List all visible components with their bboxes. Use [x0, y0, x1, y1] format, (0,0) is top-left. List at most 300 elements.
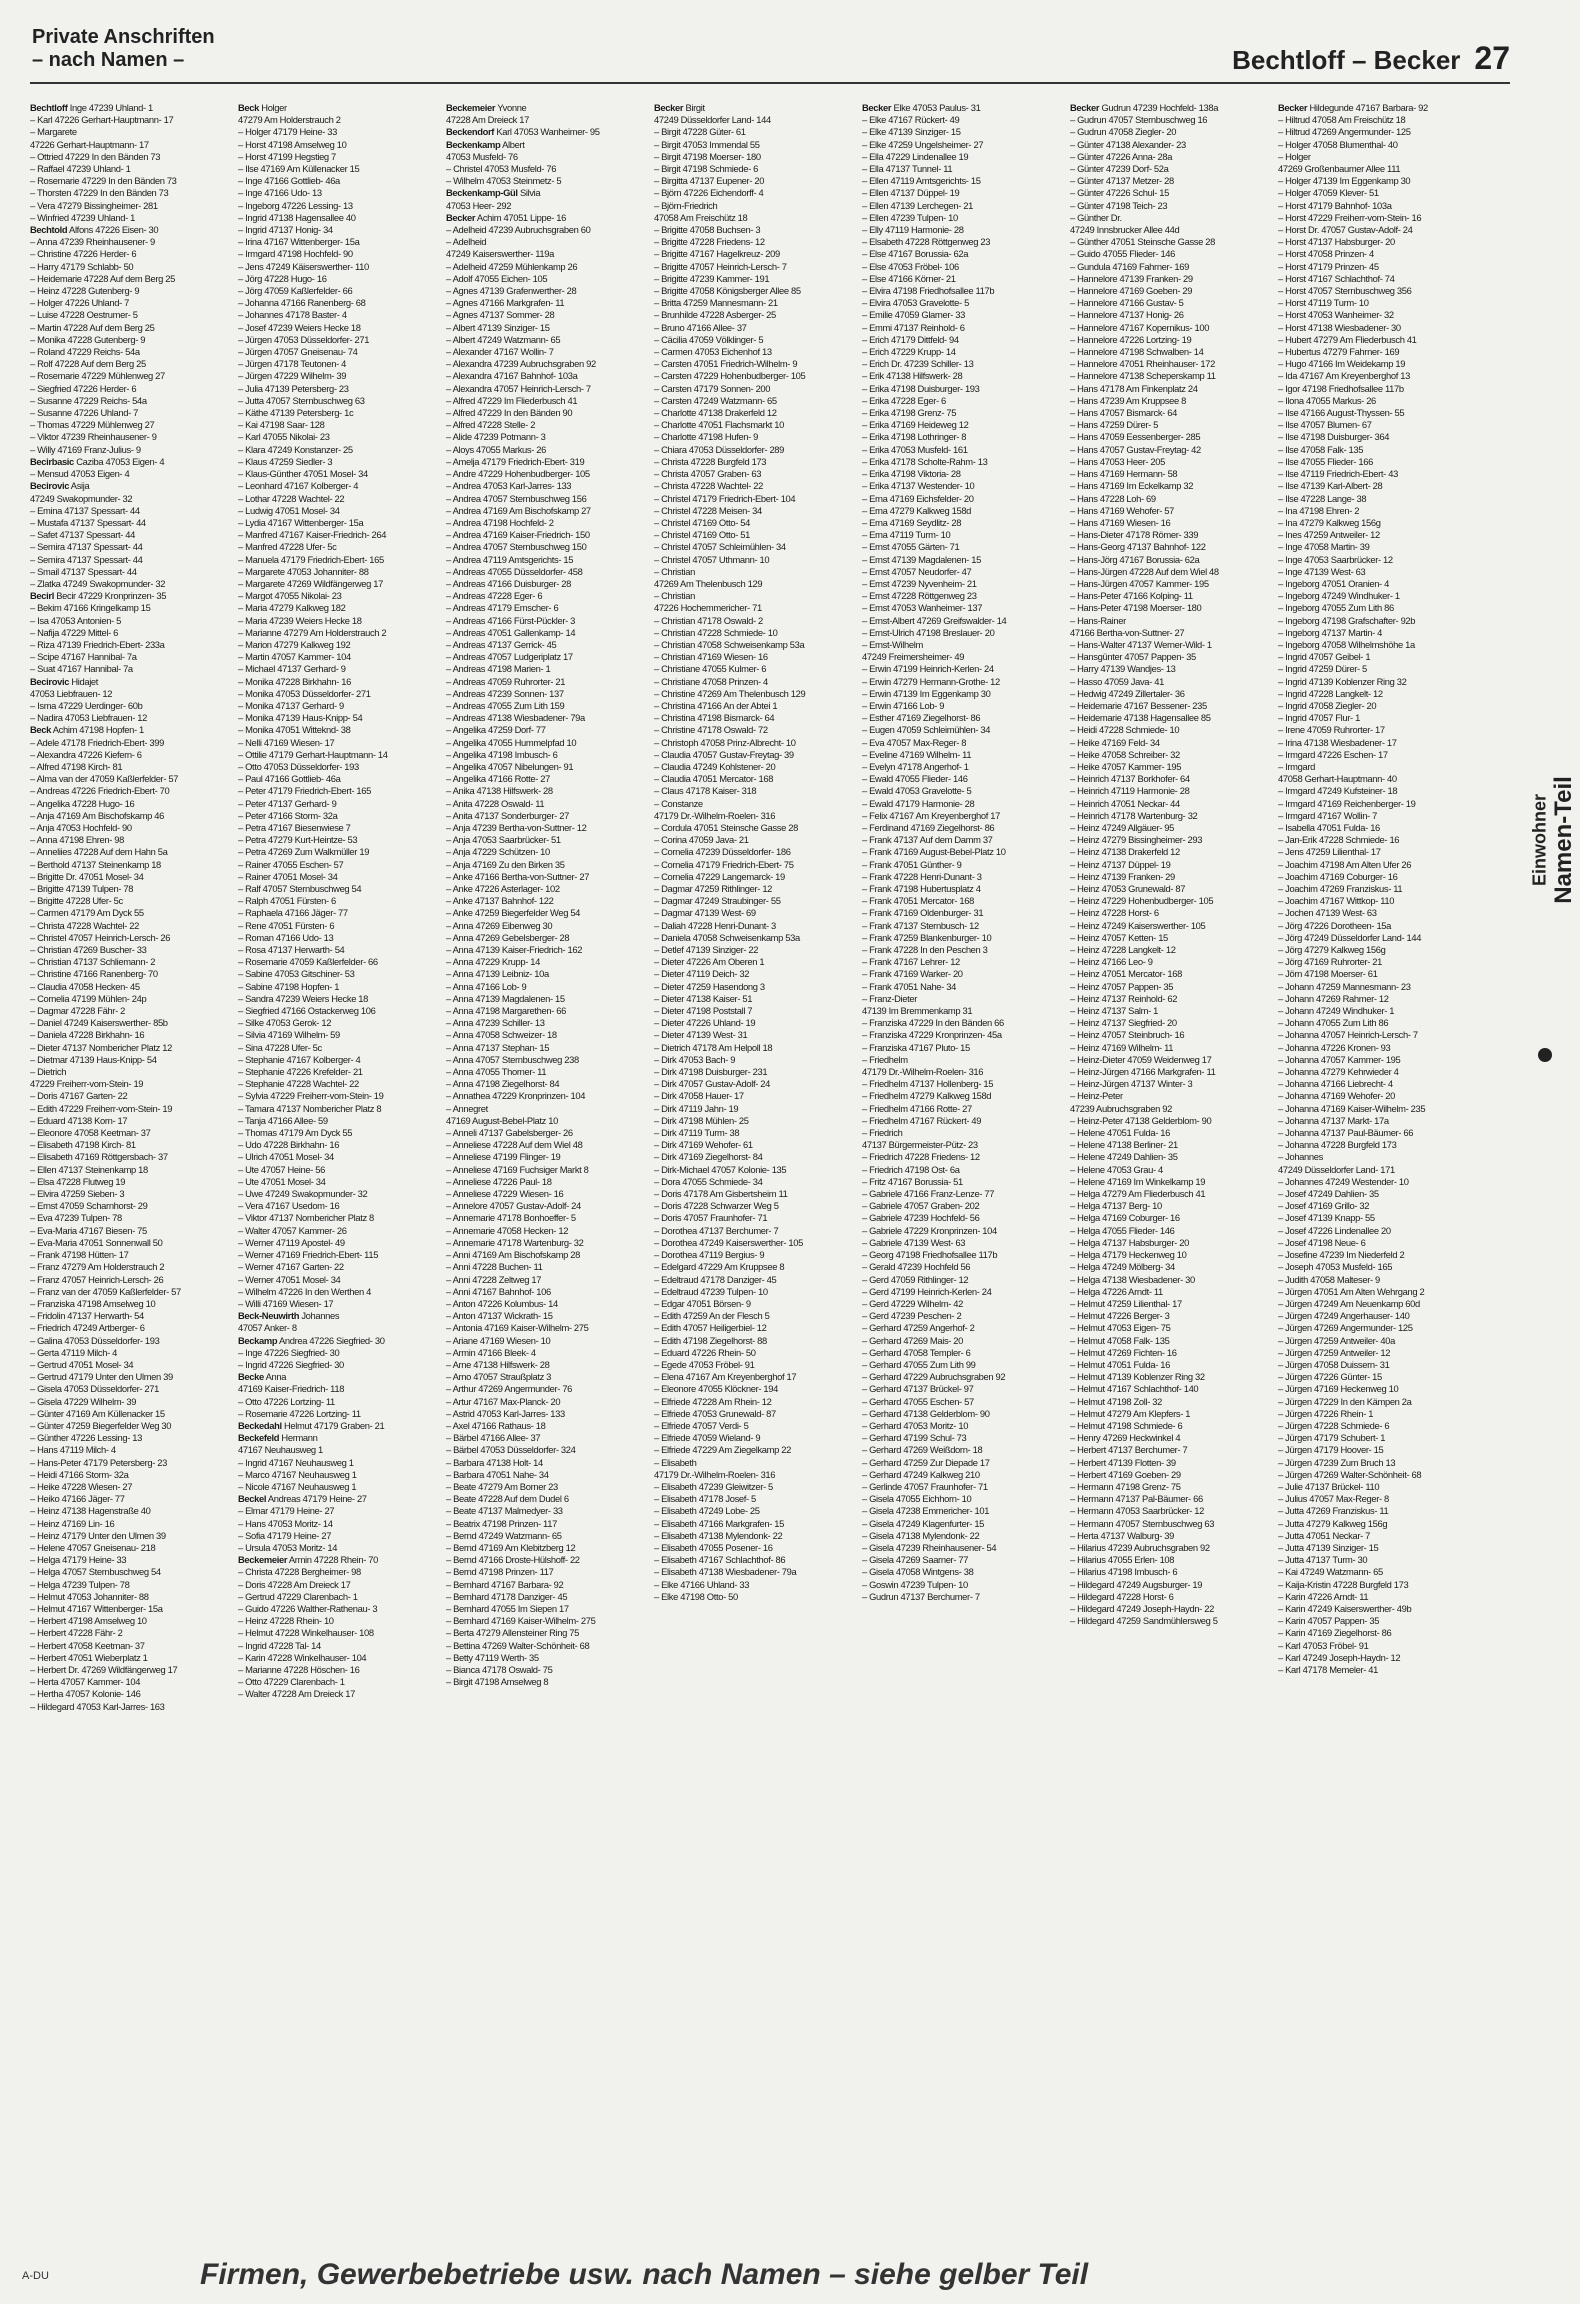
entry-details: – Alexandra 47226 Kiefern- 6	[30, 748, 142, 760]
entry-details: – Ingeborg 47058 Wilhelmshöhe 1a	[1278, 638, 1415, 650]
entry-details: – Anton 47137 Wickrath- 15	[446, 1310, 553, 1322]
directory-entry	[446, 1579, 644, 1591]
directory-entry	[446, 1408, 644, 1420]
directory-entry	[446, 968, 644, 980]
directory-column	[30, 102, 228, 2278]
entry-details: – Charlotte 47138 Drakerfeld 12	[654, 407, 777, 419]
directory-entry	[862, 1115, 1060, 1127]
entry-details: – Jutta 47057 Sternbuschweg 63	[238, 394, 365, 406]
directory-entry	[654, 822, 852, 834]
entry-details: – Jürgen 47058 Duissern- 31	[1278, 1358, 1390, 1370]
directory-entry	[30, 1310, 228, 1322]
entry-details: – Heinz 47138 Hagenstraße 40	[30, 1505, 151, 1517]
directory-entry	[1278, 1481, 1475, 1493]
directory-entry	[862, 834, 1060, 846]
directory-entry	[446, 700, 644, 712]
directory-entry	[862, 151, 1060, 163]
directory-entry	[862, 1066, 1060, 1078]
entry-details: – Friedrich 47228 Friedens- 12	[862, 1151, 980, 1163]
entry-details: – Horst 47199 Hegstieg 7	[238, 150, 336, 162]
entry-details: – Andrea 47198 Hochfeld- 2	[446, 516, 554, 528]
directory-entry	[862, 1249, 1060, 1261]
directory-entry	[238, 566, 436, 578]
entry-details: – Friedhelm 47137 Hollenberg- 15	[862, 1078, 994, 1090]
entry-details: – Nadira 47053 Liebfrauen- 12	[30, 712, 148, 724]
entry-details: – Gabriele 47057 Graben- 202	[862, 1200, 980, 1212]
entry-details: – Egede 47053 Fröbel- 91	[654, 1358, 755, 1370]
entry-details: – Horst 47058 Prinzen- 4	[1278, 248, 1374, 260]
entry-details: – Bernhard 47178 Danziger- 45	[446, 1590, 568, 1602]
directory-entry	[1070, 493, 1268, 505]
directory-entry	[654, 1090, 852, 1102]
entry-details: – Irmgard 47198 Hochfeld- 90	[238, 248, 353, 260]
entry-details: – Nafija 47229 Mittel- 6	[30, 626, 119, 638]
entry-details: – Johann 47269 Rahmer- 12	[1278, 992, 1389, 1004]
entry-details: – Berta 47279 Allensteiner Ring 75	[446, 1627, 579, 1639]
entry-details: – Josef 47239 Weiers Hecke 18	[238, 321, 361, 333]
entry-details: – Cäcilia 47059 Völklinger- 5	[654, 333, 764, 345]
entry-details: – Gerhard 47229 Aubruchsgraben 92	[862, 1371, 1006, 1383]
entry-details: – Hildegard 47053 Karl-Jarres- 163	[30, 1700, 165, 1712]
entry-details: – Gisela 47239 Rheinhausener- 54	[862, 1541, 997, 1553]
directory-entry	[1070, 1432, 1268, 1444]
directory-entry	[1070, 285, 1268, 297]
entry-details: – Heinz 47229 Hohenbudberger- 105	[1070, 895, 1214, 907]
directory-entry	[1278, 163, 1475, 175]
entry-details: – Anita 47137 Sonderburger- 27	[446, 809, 569, 821]
entry-details: – Vera 47167 Usedom- 16	[238, 1200, 340, 1212]
directory-entry	[1070, 1359, 1268, 1371]
entry-details: – Elfriede 47059 Wieland- 9	[654, 1432, 761, 1444]
directory-entry	[238, 1688, 436, 1700]
directory-entry	[30, 602, 228, 614]
directory-entry	[30, 1444, 228, 1456]
directory-entry	[238, 749, 436, 761]
entry-details: – Gudrun 47057 Sternbuschweg 16	[1070, 114, 1208, 126]
directory-entry	[1278, 1371, 1475, 1383]
directory-entry	[862, 175, 1060, 187]
directory-entry	[1278, 1164, 1475, 1176]
entry-details: – Ernst-Albert 47269 Greifswalder- 14	[862, 614, 1007, 626]
entry-details: – Elsa 47228 Flutweg 19	[30, 1175, 126, 1187]
directory-entry	[238, 968, 436, 980]
entry-details: – Helga 47138 Wiesbadener- 30	[1070, 1273, 1195, 1285]
directory-entry	[238, 493, 436, 505]
entry-details: – Dorothea 47137 Berchumer- 7	[654, 1224, 779, 1236]
directory-entry	[30, 1676, 228, 1688]
directory-entry	[238, 480, 436, 492]
entry-details: – Heidi 47228 Schmiede- 10	[1070, 724, 1180, 736]
entry-details: – Jürgen 47226 Günter- 15	[1278, 1371, 1382, 1383]
entry-details: – Ernst-Wilhelm	[862, 638, 923, 650]
entry-details: – Günter 47239 Dorf- 52a	[1070, 163, 1169, 175]
directory-entry	[1070, 468, 1268, 480]
entry-details: – Elisabeth 47055 Posener- 16	[654, 1541, 773, 1553]
directory-entry	[862, 163, 1060, 175]
entry-details: – Joseph 47053 Musfeld- 165	[1278, 1261, 1393, 1273]
directory-entry	[446, 1310, 644, 1322]
entry-details: – Johanna 47279 Kehrwieder 4	[1278, 1066, 1399, 1078]
directory-column	[1278, 102, 1475, 2278]
entry-details: – Jürgen 47259 Antweiler- 12	[1278, 1346, 1391, 1358]
entry-details: – Andreas 47055 Zum Lith 159	[446, 699, 565, 711]
entry-details: – Heinz-Peter	[1070, 1090, 1123, 1102]
page-title	[1232, 40, 1510, 77]
directory-entry	[238, 578, 436, 590]
entry-details: – Dirk 47198 Mühlen- 25	[654, 1114, 749, 1126]
entry-details: – Annemarie 47058 Hecken- 12	[446, 1224, 569, 1236]
directory-entry	[446, 1554, 644, 1566]
entry-details: – Petra 47167 Biesenwiese 7	[238, 821, 351, 833]
entry-details: – Joachim 47169 Coburger- 16	[1278, 870, 1398, 882]
entry-details: – Irmgard 47169 Reichenberger- 19	[1278, 797, 1416, 809]
directory-entry	[238, 1005, 436, 1017]
directory-entry	[30, 273, 228, 285]
entry-surname: Beckendorf	[446, 126, 495, 138]
directory-entry	[30, 1469, 228, 1481]
entry-details: – Sina 47228 Ufer- 5c	[238, 1041, 322, 1053]
directory-entry	[1070, 517, 1268, 529]
directory-entry	[862, 236, 1060, 248]
entry-details: – Helga 47057 Sternbuschweg 54	[30, 1566, 161, 1578]
entry-details: – Paul 47166 Gottlieb- 46a	[238, 773, 341, 785]
entry-details: – Jochen 47139 West- 63	[1278, 907, 1377, 919]
entry-details: – Karl 47249 Joseph-Haydn- 12	[1278, 1651, 1401, 1663]
directory-entry	[862, 1518, 1060, 1530]
entry-details: – Edith 47229 Freiherr-vom-Stein- 19	[30, 1102, 173, 1114]
directory-entry	[1278, 175, 1475, 187]
entry-details: – Jörg 47279 Kalkweg 156g	[1278, 944, 1386, 956]
directory-entry	[30, 187, 228, 199]
directory-entry	[1278, 1664, 1475, 1676]
directory-entry	[654, 676, 852, 688]
directory-entry	[1070, 1127, 1268, 1139]
entry-details: – Erna 47169 Seydlitz- 28	[862, 516, 962, 528]
entry-details: – Harry 47139 Wandjes- 13	[1070, 663, 1176, 675]
name-range: Bechtloff – Becker	[1232, 45, 1461, 75]
directory-entry	[654, 248, 852, 260]
entry-details: – Johanna 47228 Burgfeld 173	[1278, 1139, 1397, 1151]
directory-entry	[238, 1432, 436, 1444]
entry-details: – Hannelore 47137 Honig- 26	[1070, 309, 1184, 321]
directory-entry	[30, 724, 228, 736]
entry-details: – Ellen 47239 Tulpen- 10	[862, 211, 958, 223]
directory-entry	[654, 1322, 852, 1334]
directory-entry	[862, 1420, 1060, 1432]
entry-details: – Anke 47226 Asterlager- 102	[446, 883, 560, 894]
entry-surname: Becker	[1278, 102, 1308, 113]
directory-entry	[1278, 480, 1475, 492]
directory-entry	[654, 163, 852, 175]
entry-details: – Dorothea 47249 Kaiserswerther- 105	[654, 1236, 803, 1248]
directory-entry	[1070, 834, 1268, 846]
entry-details: – Martin 47228 Auf dem Berg 25	[30, 321, 155, 333]
directory-entry	[654, 1554, 852, 1566]
directory-entry	[238, 1444, 436, 1456]
entry-details: – Heinz 47051 Mercator- 168	[1070, 968, 1182, 980]
directory-entry	[862, 785, 1060, 797]
entry-details: – Helmut 47167 Wittenberger- 15a	[30, 1602, 163, 1614]
directory-entry	[862, 139, 1060, 151]
directory-entry	[446, 956, 644, 968]
entry-details: – Ernst 47228 Röttgenweg 23	[862, 590, 977, 602]
entry-details: – Gabriele 47239 Hochfeld- 56	[862, 1212, 980, 1224]
entry-details: – Suat 47167 Hannibal- 7a	[30, 663, 133, 675]
entry-details: – Hannelore 47167 Kopernikus- 100	[1070, 321, 1210, 333]
directory-entry	[862, 1188, 1060, 1200]
entry-details: – Hasso 47059 Java- 41	[1070, 675, 1164, 687]
directory-entry	[1278, 871, 1475, 883]
directory-entry	[238, 1420, 436, 1432]
entry-details: – Galina 47053 Düsseldorfer- 193	[30, 1334, 160, 1346]
entry-surname: Becke	[238, 1371, 264, 1383]
entry-details: – Anna 47198 Margarethen- 66	[446, 1005, 566, 1017]
directory-entry	[30, 1432, 228, 1444]
entry-details: – Hiltrud 47269 Angermunder- 125	[1278, 126, 1411, 138]
directory-entry	[862, 676, 1060, 688]
directory-entry	[1070, 1383, 1268, 1395]
entry-details: – Heinz-Peter 47138 Gelderblom- 90	[1070, 1114, 1212, 1126]
directory-entry	[238, 602, 436, 614]
directory-entry	[446, 785, 644, 797]
directory-entry	[654, 615, 852, 627]
directory-entry	[30, 944, 228, 956]
entry-details: – Eduard 47226 Rhein- 50	[654, 1346, 756, 1358]
directory-entry	[1070, 639, 1268, 651]
directory-entry	[30, 920, 228, 932]
entry-details: – Josef 47139 Knapp- 55	[1278, 1212, 1375, 1224]
directory-entry	[238, 676, 436, 688]
entry-details: – Carmen 47179 Am Dyck 55	[30, 907, 144, 919]
entry-details: – Monika 47137 Gerhard- 9	[238, 699, 344, 711]
directory-entry	[1070, 822, 1268, 834]
entry-details: – Heike 47058 Schreiber- 32	[1070, 748, 1180, 760]
directory-entry	[1070, 1347, 1268, 1359]
directory-entry	[1070, 1017, 1268, 1029]
entry-details: – Ilse 47139 Karl-Albert- 28	[1278, 480, 1383, 492]
entry-details: – Christa 47228 Burgfeld 173	[654, 455, 767, 467]
directory-entry	[654, 846, 852, 858]
directory-entry	[862, 1457, 1060, 1469]
directory-entry	[862, 346, 1060, 358]
entry-details: – Herbert 47228 Fähr- 2	[30, 1627, 123, 1639]
directory-entry	[862, 1591, 1060, 1603]
directory-entry	[862, 370, 1060, 382]
directory-entry	[30, 981, 228, 993]
directory-entry	[30, 932, 228, 944]
directory-entry	[1070, 1554, 1268, 1566]
entry-details: – Monika 47228 Birkhahn- 16	[238, 675, 352, 687]
entry-details: – Dirk 47119 Jahn- 19	[654, 1102, 739, 1114]
entry-details: – Constanze	[654, 797, 703, 809]
entry-details: – Jürgen 47259 Antweiler- 40a	[1278, 1334, 1396, 1346]
entry-surname: Beckemeier	[238, 1554, 288, 1566]
entry-details: – Dietrich	[30, 1066, 67, 1078]
entry-details: – Birgit 47053 Immendal 55	[654, 138, 760, 150]
entry-details: – Barbara 47138 Holt- 14	[446, 1456, 543, 1468]
directory-entry	[862, 493, 1060, 505]
entry-details: – Bianca 47178 Oswald- 75	[446, 1664, 553, 1675]
entry-details: – Holger 47179 Heine- 33	[238, 126, 337, 138]
directory-entry	[30, 968, 228, 980]
directory-entry	[446, 212, 644, 224]
entry-details: – Gisela 47058 Wintgens- 38	[862, 1566, 974, 1578]
directory-entry	[1278, 493, 1475, 505]
directory-entry	[30, 1286, 228, 1298]
directory-entry	[1070, 956, 1268, 968]
entry-details: – Sylvia 47229 Freiherr-vom-Stein- 19	[238, 1090, 384, 1102]
directory-entry	[862, 297, 1060, 309]
directory-entry	[1278, 859, 1475, 871]
entry-surname: Beck	[30, 724, 52, 736]
entry-details: – Bärbel 47166 Allee- 37	[446, 1432, 541, 1444]
entry-details: – Alfred 47198 Kirch- 81	[30, 760, 123, 772]
entry-details: – Birgit 47198 Amselweg 8	[446, 1676, 549, 1688]
directory-entry	[238, 236, 436, 248]
directory-entry	[862, 1383, 1060, 1395]
directory-entry	[446, 602, 644, 614]
directory-entry	[862, 798, 1060, 810]
entry-details: – Hans 47169 Hermann- 58	[1070, 468, 1178, 480]
entry-details: – Helmut 47053 Eigen- 75	[1070, 1322, 1171, 1334]
entry-details: – Werner 47167 Garten- 22	[238, 1261, 344, 1273]
directory-entry	[238, 907, 436, 919]
directory-entry	[446, 1090, 644, 1102]
entry-details: – Gerhard 47053 Moritz- 10	[862, 1419, 969, 1431]
directory-entry	[1278, 1042, 1475, 1054]
directory-entry	[654, 444, 852, 456]
entry-details: – Franziska 47198 Amselweg 10	[30, 1297, 156, 1309]
entry-details: – Jürgen 47051 Am Alten Wehrgang 2	[1278, 1285, 1425, 1297]
entry-details: Anna	[263, 1371, 287, 1383]
directory-entry	[238, 1579, 436, 1591]
directory-entry	[30, 871, 228, 883]
entry-details: – Bernhard 47055 Im Siepen 17	[446, 1602, 569, 1614]
directory-entry	[862, 261, 1060, 273]
entry-details: – Anja 47239 Bertha-von-Suttner- 12	[446, 821, 587, 833]
directory-entry	[446, 529, 644, 541]
entry-details: – Antonia 47169 Kaiser-Wilhelm- 275	[446, 1322, 589, 1334]
directory-entry	[446, 1469, 644, 1481]
entry-details: – Ilse 47119 Friedrich-Ebert- 43	[1278, 468, 1398, 480]
directory-entry	[1278, 395, 1475, 407]
entry-details: Hildegunde 47167 Barbara- 92	[1307, 102, 1428, 113]
directory-entry	[1278, 1408, 1475, 1420]
entry-details: – Horst 47179 Bahnhof- 103a	[1278, 199, 1392, 211]
entry-details: – Holger 47139 Im Eggenkamp 30	[1278, 175, 1411, 187]
directory-entry	[30, 1127, 228, 1139]
directory-entry	[30, 1005, 228, 1017]
directory-entry	[654, 541, 852, 553]
entry-details: – Jürgen 47179 Hoover- 15	[1278, 1444, 1384, 1456]
entry-details: – Jens 47249 Käiserswerther- 110	[238, 260, 369, 272]
entry-details: – Friedhelm	[862, 1053, 908, 1065]
directory-entry	[446, 981, 644, 993]
directory-entry	[30, 651, 228, 663]
entry-details: – Heinz 47228 Langkelt- 12	[1070, 944, 1176, 956]
directory-entry	[862, 1200, 1060, 1212]
directory-entry	[238, 1249, 436, 1261]
directory-entry	[654, 602, 852, 614]
directory-entry	[654, 1261, 852, 1273]
directory-entry	[30, 1579, 228, 1591]
directory-entry	[238, 1396, 436, 1408]
directory-entry	[30, 370, 228, 382]
directory-entry	[238, 1615, 436, 1627]
entry-details: – Dirk 47057 Gustav-Adolf- 24	[654, 1078, 770, 1090]
entry-details: Johannes	[299, 1310, 340, 1322]
entry-details: – Gisela 47269 Saarner- 77	[862, 1554, 969, 1566]
directory-entry	[654, 1518, 852, 1530]
entry-details: – Gerhard 47138 Gelderblom- 90	[862, 1407, 990, 1419]
entry-details: – Nelli 47169 Wiesen- 17	[238, 736, 335, 748]
entry-details: – Josef 47226 Lindenallee 20	[1278, 1224, 1391, 1236]
entry-details: Karl 47053 Wanheimer- 95	[494, 126, 600, 138]
directory-entry	[1070, 1542, 1268, 1554]
entry-details: – Angelika 47259 Dorf- 77	[446, 724, 546, 736]
directory-entry	[30, 297, 228, 309]
directory-entry	[1070, 1371, 1268, 1383]
directory-entry	[1278, 114, 1475, 126]
directory-entry	[1070, 932, 1268, 944]
directory-entry	[1070, 163, 1268, 175]
entry-details: – Anna 47269 Eibenweg 30	[446, 919, 553, 931]
entry-details: – Johannes	[1278, 1151, 1323, 1163]
directory-entry	[1070, 724, 1268, 736]
directory-entry	[238, 1164, 436, 1176]
directory-entry	[446, 1274, 644, 1286]
directory-entry	[654, 175, 852, 187]
entry-details: – Gerhard 47269 Mais- 20	[862, 1334, 964, 1346]
directory-entry	[446, 370, 644, 382]
directory-entry	[1278, 419, 1475, 431]
entry-details: – Ingeborg 47055 Zum Lith 86	[1278, 602, 1394, 614]
directory-entry	[446, 932, 644, 944]
entry-details: – Björn 47226 Eichendorff- 4	[654, 187, 764, 199]
directory-entry	[862, 1493, 1060, 1505]
entry-details: – Otto 47226 Lortzing- 11	[238, 1395, 335, 1407]
directory-entry	[1070, 1005, 1268, 1017]
entry-details: – Isa 47053 Antonien- 5	[30, 614, 121, 626]
directory-entry	[446, 1078, 644, 1090]
directory-entry	[446, 1591, 644, 1603]
entry-details: – Bekim 47166 Kringelkamp 15	[30, 602, 151, 614]
directory-entry	[862, 1176, 1060, 1188]
entry-details: – Anke 47259 Biegerfelder Weg 54	[446, 907, 581, 919]
entry-details: – Bernd 47198 Prinzen- 117	[446, 1566, 554, 1578]
directory-entry	[238, 1518, 436, 1530]
directory-entry	[654, 1127, 852, 1139]
directory-entry	[238, 468, 436, 480]
entry-details: – Ella 47229 Lindenallee 19	[862, 150, 969, 162]
entry-details: – Holger	[1278, 150, 1311, 162]
directory-entry	[446, 1444, 644, 1456]
entry-details: – Raphaela 47166 Jäger- 77	[238, 907, 348, 919]
directory-entry	[654, 346, 852, 358]
entry-details: – Hilarius 47198 Imbusch- 6	[1070, 1566, 1178, 1578]
directory-entry	[30, 126, 228, 138]
entry-details: – Christoph 47058 Prinz-Albrecht- 10	[654, 736, 796, 748]
directory-entry	[1070, 1029, 1268, 1041]
entry-details: – Heidi 47166 Storm- 32a	[30, 1468, 129, 1480]
entry-details: – Helmut 47279 Am Klepfers- 1	[1070, 1407, 1191, 1419]
entry-details: – Ferdinand 47169 Ziegelhorst- 86	[862, 821, 995, 833]
entry-surname: Beckel	[238, 1493, 267, 1505]
entry-details: – Gerhard 47137 Brückel- 97	[862, 1383, 974, 1395]
directory-entry	[238, 1078, 436, 1090]
directory-entry	[238, 737, 436, 749]
directory-entry	[862, 724, 1060, 736]
